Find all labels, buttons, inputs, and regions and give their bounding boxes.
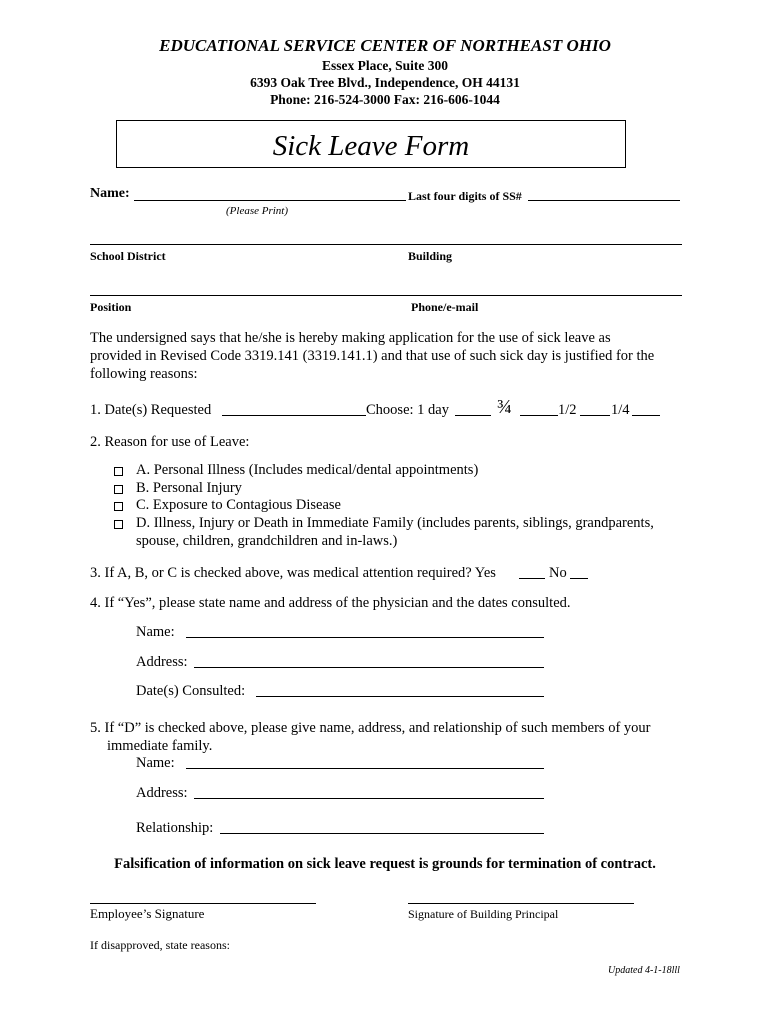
employee-signature-label: Employee’s Signature bbox=[90, 906, 205, 921]
checkbox-c[interactable] bbox=[114, 502, 123, 511]
option-d: D. Illness, Injury or Death in Immediate Family (includes parents, siblings, grandparents, bbox=[136, 515, 654, 531]
school-district-field[interactable] bbox=[90, 244, 682, 245]
position-label: Position bbox=[90, 300, 132, 314]
option-d-line-2: spouse, children, grandchildren and in-laws.) bbox=[136, 533, 398, 549]
q5-line-2: immediate family. bbox=[107, 738, 213, 754]
q3-no-field[interactable] bbox=[570, 578, 588, 579]
q4-dates-field[interactable] bbox=[256, 696, 544, 697]
q1-quarter-label: 1/4 bbox=[611, 402, 630, 418]
name-label: Name: bbox=[90, 186, 130, 201]
building-label: Building bbox=[408, 249, 453, 263]
q4-name-field[interactable] bbox=[186, 637, 544, 638]
q1-one-day-field[interactable] bbox=[455, 415, 491, 416]
form-title: Sick Leave Form bbox=[272, 130, 470, 162]
intro-line-1: The undersigned says that he/she is hereby making application for the use of sick leave as bbox=[90, 330, 611, 346]
q1-choose-label: Choose: 1 day bbox=[366, 402, 449, 418]
name-field[interactable] bbox=[134, 200, 406, 201]
updated-note: Updated 4-1-18lll bbox=[608, 965, 680, 976]
q4-dates-label: Date(s) Consulted: bbox=[136, 683, 246, 699]
checkbox-a[interactable] bbox=[114, 467, 123, 476]
checkbox-d[interactable] bbox=[114, 520, 123, 529]
q4-name-label: Name: bbox=[136, 624, 175, 640]
contact-line: Phone: 216-524-3000 Fax: 216-606-1044 bbox=[270, 92, 500, 107]
q3-yes-field[interactable] bbox=[519, 578, 545, 579]
org-name: EDUCATIONAL SERVICE CENTER OF NORTHEAST OHIO bbox=[159, 36, 611, 55]
q1-three-quarter-label: ¾ bbox=[497, 396, 512, 418]
phone-email-label: Phone/e-mail bbox=[411, 300, 479, 314]
employee-signature-field[interactable] bbox=[90, 903, 316, 904]
q5-line-1: 5. If “D” is checked above, please give name, address, and relationship of such members of your bbox=[90, 720, 651, 736]
falsification-warning: Falsification of information on sick leave request is grounds for termination of contract. bbox=[114, 856, 656, 872]
intro-line-2: provided in Revised Code 3319.141 (3319.141.1) and that use of such sick day is justified for the bbox=[90, 348, 655, 364]
principal-signature-field[interactable] bbox=[408, 903, 634, 904]
q5-name-label: Name: bbox=[136, 755, 175, 771]
checkbox-b[interactable] bbox=[114, 485, 123, 494]
q1-half-label: 1/2 bbox=[558, 402, 577, 418]
q1-dates-field[interactable] bbox=[222, 415, 366, 416]
q1-half-field[interactable] bbox=[580, 415, 610, 416]
ssn-field[interactable] bbox=[528, 200, 680, 201]
q1-three-quarter-field[interactable] bbox=[520, 415, 558, 416]
address-line-2: 6393 Oak Tree Blvd., Independence, OH 44131 bbox=[250, 75, 520, 90]
ssn-label: Last four digits of SS# bbox=[408, 189, 522, 203]
q4-address-label: Address: bbox=[136, 654, 188, 670]
q5-relationship-field[interactable] bbox=[220, 833, 544, 834]
q4-address-field[interactable] bbox=[194, 667, 544, 668]
option-c: C. Exposure to Contagious Disease bbox=[136, 497, 341, 513]
please-print-note: (Please Print) bbox=[226, 205, 289, 217]
disapproved-reasons-label: If disapproved, state reasons: bbox=[90, 938, 230, 952]
q5-address-label: Address: bbox=[136, 785, 188, 801]
q4-text: 4. If “Yes”, please state name and address of the physician and the dates consulted. bbox=[90, 595, 571, 611]
q3-text: 3. If A, B, or C is checked above, was medical attention required? Yes bbox=[90, 565, 496, 581]
position-field[interactable] bbox=[90, 295, 682, 296]
intro-line-3: following reasons: bbox=[90, 366, 198, 382]
principal-signature-label: Signature of Building Principal bbox=[408, 907, 559, 921]
q2-label: 2. Reason for use of Leave: bbox=[90, 434, 250, 450]
q1-quarter-field[interactable] bbox=[632, 415, 660, 416]
q5-name-field[interactable] bbox=[186, 768, 544, 769]
q5-address-field[interactable] bbox=[194, 798, 544, 799]
q3-no-label: No bbox=[549, 565, 567, 581]
school-district-label: School District bbox=[90, 249, 166, 263]
address-line-1: Essex Place, Suite 300 bbox=[322, 58, 448, 73]
option-b: B. Personal Injury bbox=[136, 480, 242, 496]
q5-relationship-label: Relationship: bbox=[136, 820, 214, 836]
q1-dates-label: 1. Date(s) Requested bbox=[90, 402, 212, 418]
option-a: A. Personal Illness (Includes medical/dental appointments) bbox=[136, 462, 479, 478]
